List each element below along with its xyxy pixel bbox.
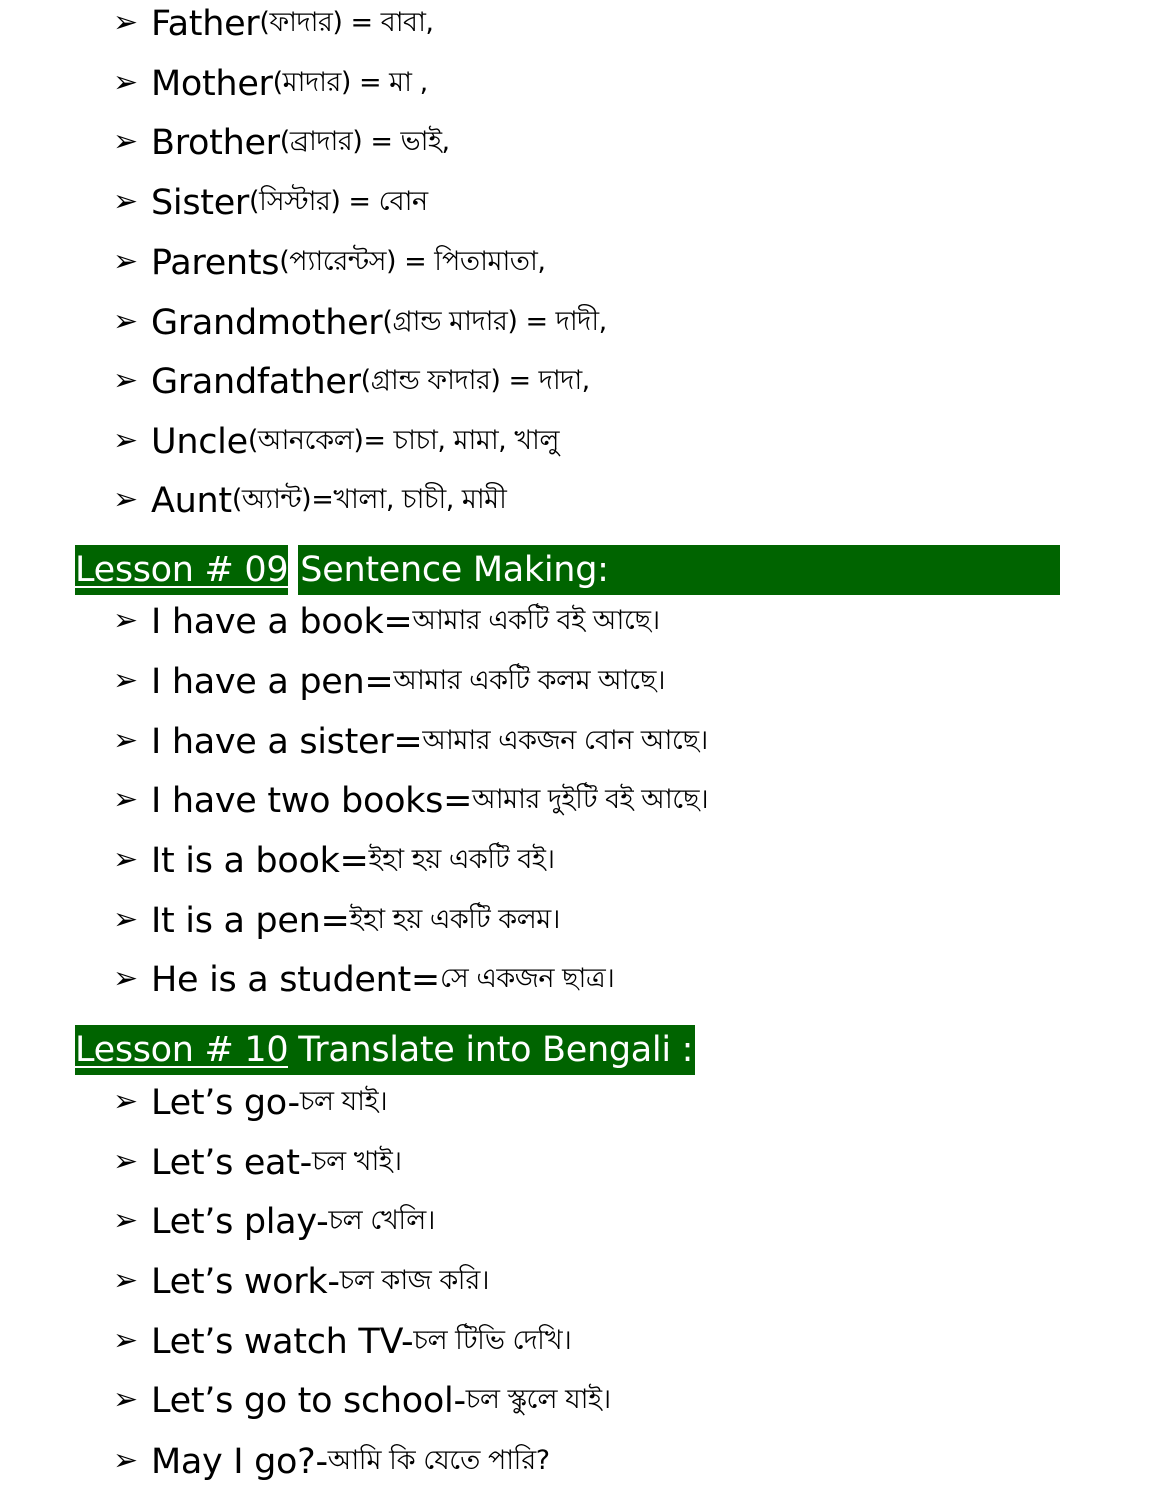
bengali-translation: ইহা হয় একটি কলম। — [349, 903, 560, 935]
bengali-translation: আমি কি যেতে পারি? — [327, 1444, 550, 1476]
english-word: Grandmother — [151, 303, 383, 343]
arrow-bullet-icon: ➢ — [113, 363, 139, 398]
bengali-meaning: (গ্রান্ড মাদার) = দাদী, — [382, 305, 607, 337]
english-phrase: Let’s eat- — [151, 1143, 312, 1183]
arrow-bullet-icon: ➢ — [113, 482, 139, 517]
bengali-meaning: (প্যারেন্টস) = পিতামাতা, — [279, 245, 546, 277]
list-item — [113, 958, 614, 1002]
english-word: Mother — [151, 64, 273, 104]
lesson-9-title: Sentence Making: — [298, 545, 1060, 595]
list-item — [113, 1379, 611, 1423]
lesson-10-number: Lesson # 10 — [75, 1025, 288, 1075]
arrow-bullet-icon: ➢ — [113, 782, 139, 817]
list-item — [113, 1081, 387, 1125]
arrow-bullet-icon: ➢ — [113, 961, 139, 996]
english-sentence: I have a book= — [151, 602, 413, 642]
english-sentence: He is a student= — [151, 960, 440, 1000]
arrow-bullet-icon: ➢ — [113, 1323, 139, 1358]
arrow-bullet-icon: ➢ — [113, 423, 139, 458]
heading-separator — [288, 545, 298, 595]
list-item — [113, 2, 434, 46]
english-sentence: I have two books= — [151, 781, 473, 821]
arrow-bullet-icon: ➢ — [113, 1443, 139, 1478]
list-item — [113, 181, 428, 225]
bengali-meaning: (ফাদার) = বাবা, — [259, 6, 434, 38]
arrow-bullet-icon: ➢ — [113, 1084, 139, 1119]
arrow-bullet-icon: ➢ — [113, 1144, 139, 1179]
bengali-translation: চল টিভি দেখি। — [413, 1324, 572, 1356]
bengali-meaning: (আনকেল)= চাচা, মামা, খালু — [247, 424, 560, 456]
arrow-bullet-icon: ➢ — [113, 244, 139, 279]
bengali-translation: আমার একটি বই আছে। — [412, 604, 660, 636]
list-item — [113, 1440, 550, 1484]
list-item — [113, 241, 545, 285]
english-word: Grandfather — [151, 362, 361, 402]
english-sentence: It is a book= — [151, 841, 369, 881]
list-item — [113, 1320, 571, 1364]
bengali-meaning: (সিস্টার) = বোন — [249, 185, 428, 217]
english-word: Sister — [151, 183, 250, 223]
bengali-translation: আমার একজন বোন আছে। — [422, 724, 708, 756]
arrow-bullet-icon: ➢ — [113, 124, 139, 159]
list-item — [113, 479, 506, 523]
english-sentence: I have a sister= — [151, 722, 423, 762]
bengali-translation: ইহা হয় একটি বই। — [368, 843, 555, 875]
list-item — [113, 600, 660, 644]
english-phrase: Let’s watch TV- — [151, 1322, 414, 1362]
arrow-bullet-icon: ➢ — [113, 1263, 139, 1298]
list-item — [113, 839, 555, 883]
english-word: Brother — [151, 123, 280, 163]
bengali-translation: চল যাই। — [299, 1085, 388, 1117]
bengali-translation: চল স্কুলে যাই। — [465, 1383, 611, 1415]
arrow-bullet-icon: ➢ — [113, 603, 139, 638]
arrow-bullet-icon: ➢ — [113, 65, 139, 100]
list-item — [113, 121, 450, 165]
list-item — [113, 899, 560, 943]
english-word: Father — [151, 4, 260, 44]
arrow-bullet-icon: ➢ — [113, 5, 139, 40]
lesson-10-title: Translate into Bengali : — [288, 1025, 695, 1075]
english-sentence: I have a pen= — [151, 662, 394, 702]
list-item — [113, 62, 428, 106]
english-sentence: It is a pen= — [151, 901, 350, 941]
arrow-bullet-icon: ➢ — [113, 1382, 139, 1417]
arrow-bullet-icon: ➢ — [113, 1203, 139, 1238]
english-word: Uncle — [151, 422, 248, 462]
list-item — [113, 660, 665, 704]
bengali-meaning: (গ্রান্ড ফাদার) = দাদা, — [360, 364, 590, 396]
arrow-bullet-icon: ➢ — [113, 304, 139, 339]
list-item — [113, 301, 607, 345]
list-item — [113, 1141, 402, 1185]
lesson-9-heading — [75, 545, 1060, 595]
english-phrase: Let’s go- — [151, 1083, 300, 1123]
bengali-translation: সে একজন ছাত্র। — [439, 962, 615, 994]
lesson-10-heading — [75, 1025, 695, 1075]
list-item — [113, 720, 708, 764]
arrow-bullet-icon: ➢ — [113, 723, 139, 758]
bengali-translation: চল কাজ করি। — [339, 1264, 490, 1296]
lesson-9-number: Lesson # 09 — [75, 545, 288, 595]
list-item — [113, 1260, 489, 1304]
bengali-translation: আমার দুইটি বই আছে। — [472, 783, 709, 815]
english-word: Parents — [151, 243, 280, 283]
bengali-translation: চল খাই। — [311, 1145, 402, 1177]
arrow-bullet-icon: ➢ — [113, 842, 139, 877]
arrow-bullet-icon: ➢ — [113, 902, 139, 937]
bengali-translation: চল খেলি। — [328, 1204, 435, 1236]
english-phrase: Let’s play- — [151, 1202, 329, 1242]
list-item — [113, 360, 590, 404]
english-phrase: Let’s work- — [151, 1262, 340, 1302]
list-item — [113, 1200, 435, 1244]
english-phrase: May I go?- — [151, 1442, 328, 1482]
list-item — [113, 779, 708, 823]
bengali-meaning: (ব্রাদার) = ভাই, — [279, 125, 450, 157]
list-item — [113, 420, 559, 464]
arrow-bullet-icon: ➢ — [113, 663, 139, 698]
english-phrase: Let’s go to school- — [151, 1381, 466, 1421]
bengali-translation: আমার একটি কলম আছে। — [393, 664, 666, 696]
english-word: Aunt — [151, 481, 232, 521]
bengali-meaning: (অ্যান্ট)=খালা, চাচী, মামী — [231, 483, 507, 515]
bengali-meaning: (মাদার) = মা , — [272, 66, 428, 98]
arrow-bullet-icon: ➢ — [113, 184, 139, 219]
